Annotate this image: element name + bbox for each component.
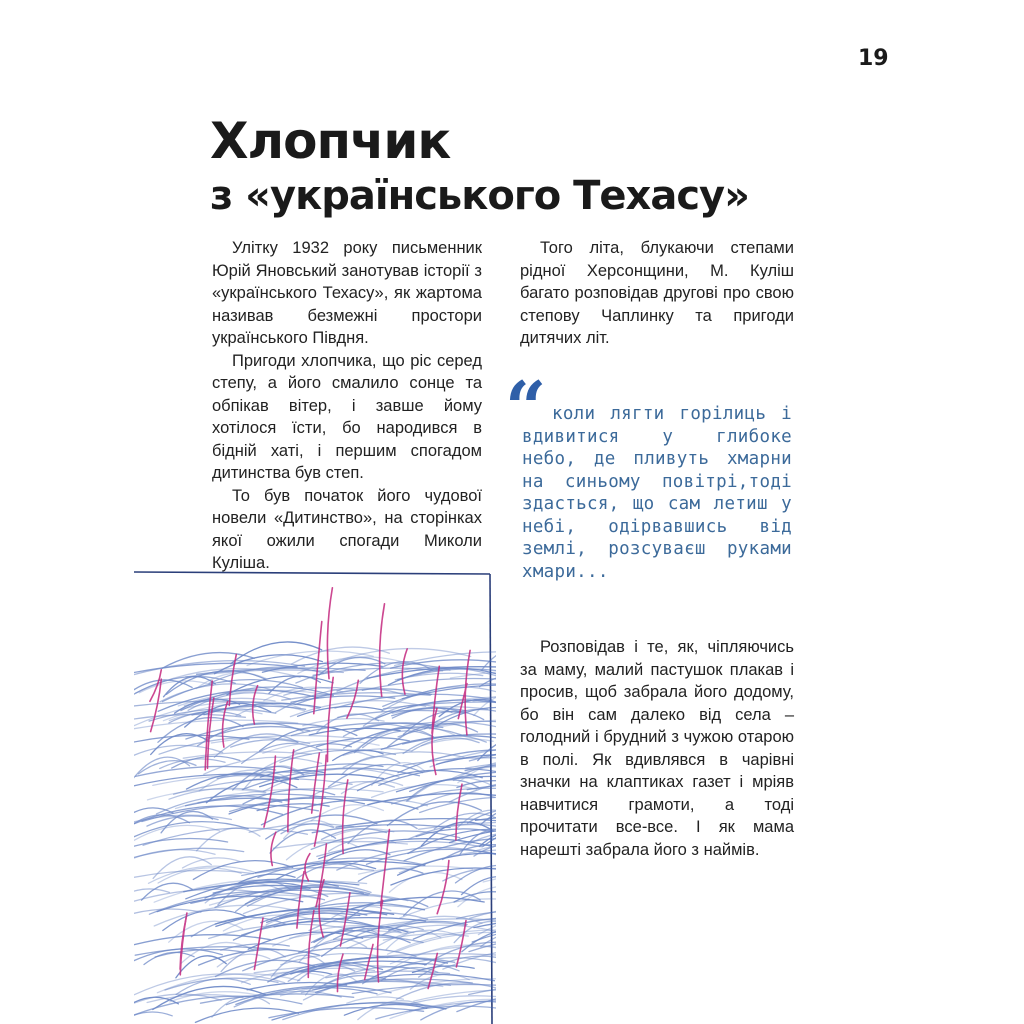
pull-quote-text: коли лягти горілиць і вдивитися у глибоке небо, де пливуть хмарни на синьому повітрі,тоді здасться, що сам летиш у небі, одірвавшись від землі, розсуваєш руками хмари... [522,404,792,582]
paragraph: Улітку 1932 року письменник Юрій Яновський занотував історії з «українського Техасу», як жартома називав безмежні простори українського Півдня. [212,239,482,347]
paragraph: Пригоди хлопчика, що ріс серед степу, а його смалило сонце та обпікав вітер, і завше йому хотілося їсти, бо народився в бідній хаті, і першим спогадом дитинства був степ. [212,351,482,482]
page-title [210,112,749,219]
title-line-2: з «українського Техасу» [210,173,749,219]
left-column [212,237,482,575]
paragraph: Того літа, блукаючи степами рідної Херсонщини, М. Куліш багато розповідав другові про свою степову Чаплинку та пригоди дитячих літ. [520,239,794,347]
title-line-1: Хлопчик [210,112,451,170]
right-column-bottom [520,636,794,861]
pull-quote [522,403,792,583]
page-number: 19 [858,46,889,71]
right-column-top [520,237,794,350]
paragraph: То був початок його чудової новели «Дитинство», на сторінках якої ожили спогади Миколи Куліша. [212,486,482,572]
paragraph: Розповідав і те, як, чіпляючись за маму, малий пастушок плакав і просив, щоб забрала його додому, бо він сам далеко від села – голодний і брудний з чужою отарою в полі. Як вдивлявся в чарівні значки на клаптиках газет і мріяв навчитися грамоти, а тоді прочитати все-все. І як мама нарешті забрала його з наймів. [520,638,794,859]
steppe-grass-illustration [134,568,496,1024]
quote-mark-icon: “ [505,365,547,450]
